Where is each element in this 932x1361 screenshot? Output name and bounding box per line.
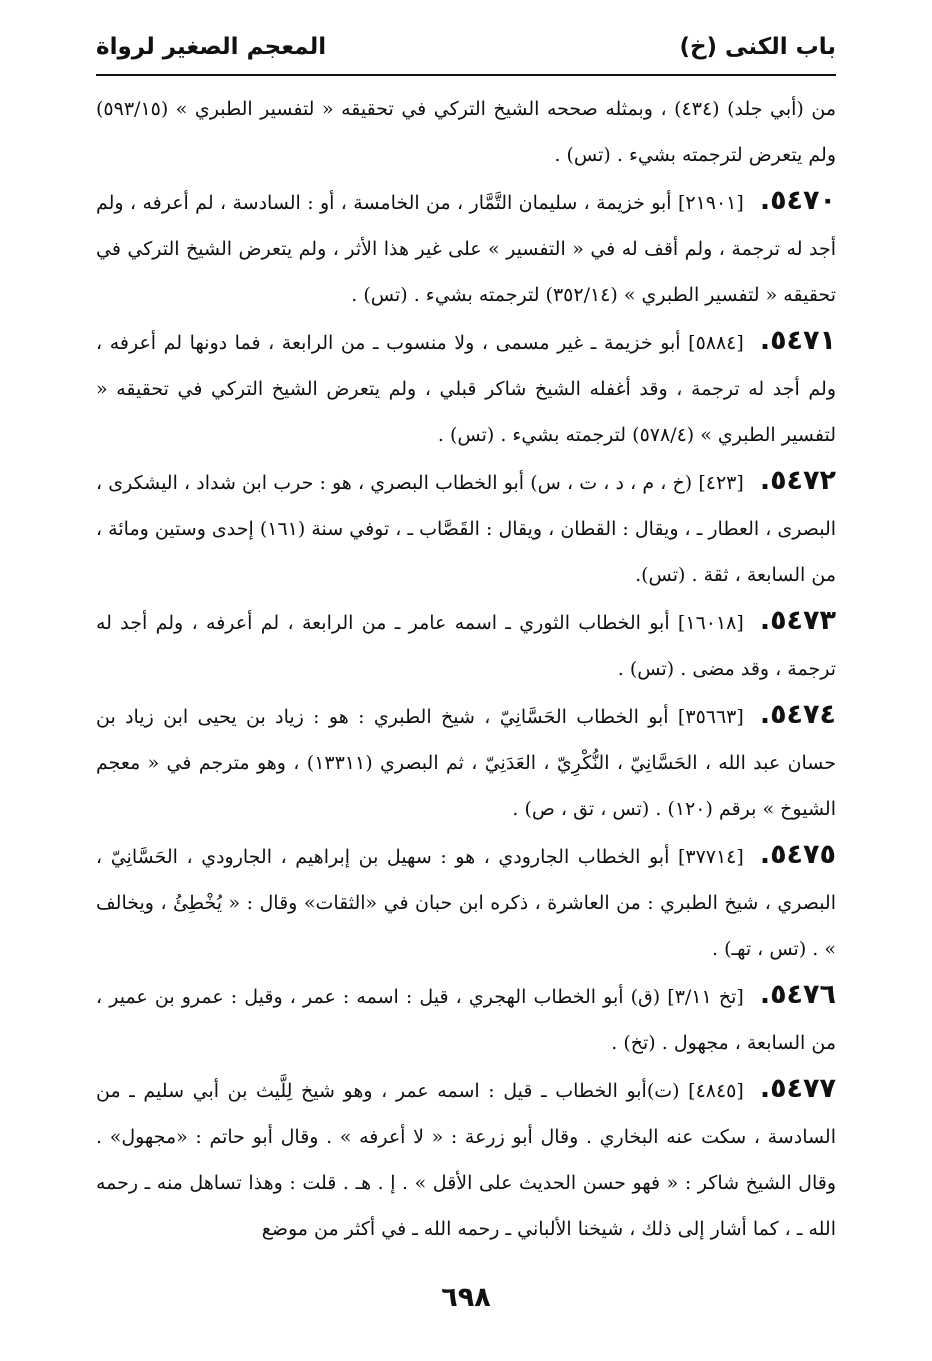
entry-number: ٥٤٧٦.	[759, 979, 836, 1010]
entry-5477	[96, 1066, 836, 1252]
entry-text: [١٦٠١٨] أبو الخطاب الثوري ـ اسمه عامر ـ من الرابعة ، لم أعرفه ، ولم أجد له ترجمة ، وقد مضى . (تس) .	[96, 612, 836, 680]
entry-number: ٥٤٧٣.	[759, 605, 836, 636]
book-title: المعجم الصغير لرواة	[96, 34, 327, 60]
entry-number: ٥٤٧٢.	[759, 465, 836, 496]
entry-text: [٣٥٦٦٣] أبو الخطاب الحَسَّانِيّ ، شيخ الطبري : هو : زياد بن يحيى ابن زياد بن حسان عبد الله ، الحَسَّانِيّ ، النُّكْرِيّ ، العَدَنِيّ ، ثم البصري (١٣٣١١) ، وهو مترجم في « معجم الشيوخ » برقم (١٢٠) . (تس ، تق ، ص) .	[96, 706, 837, 820]
entry-5470	[96, 178, 836, 318]
entry-5473	[96, 598, 836, 692]
page-number: ٦٩٨	[441, 1282, 491, 1313]
entry-text: [٢١٩٠١] أبو خزيمة ، سليمان التَّمَّار ، من الخامسة ، أو : السادسة ، لم أعرفه ، ولم أجد له ترجمة ، ولم أقف له في « التفسير » على غير هذا الأثر ، ولم يتعرض الشيخ التركي في تحقيقه « لتفسير الطبري » (٣٥٢/١٤) لترجمته بشيء . (تس) .	[96, 192, 836, 306]
continuation-paragraph: من (أبي جلد) (٤٣٤) ، وبمثله صححه الشيخ التركي في تحقيقه « لتفسير الطبري » (٥٩٣/١٥) ولم يتعرض لترجمته بشيء . (تس) .	[96, 98, 836, 166]
entry-text: [٥٨٨٤] أبو خزيمة ـ غير مسمى ، ولا منسوب ـ من الرابعة ، فما دونها لم أعرفه ، ولم أجد له ترجمة ، وقد أغفله الشيخ شاكر قبلي ، ولم يتعرض الشيخ التركي في تحقيقه « لتفسير الطبري » (٥٧٨/٤) لترجمته بشيء . (تس) .	[96, 332, 836, 446]
entry-text: [٤٢٣] (خ ، م ، د ، ت ، س) أبو الخطاب البصري ، هو : حرب ابن شداد ، اليشكرى ، البصرى ، العطار ـ ، ويقال : القطان ، ويقال : القَصَّاب ـ ، توفي سنة (١٦١) إحدى وستين ومائة ، من السابعة ، ثقة . (تس).	[96, 472, 837, 586]
entry-number: ٥٤٧٠.	[759, 185, 836, 216]
entry-5474	[96, 692, 836, 832]
entry-number: ٥٤٧٥.	[759, 839, 836, 870]
running-header	[96, 30, 836, 76]
entry-number: ٥٤٧٤.	[759, 699, 836, 730]
page-body	[96, 86, 836, 1252]
entry-number: ٥٤٧١.	[759, 325, 836, 356]
entry-text: [٣٧٧١٤] أبو الخطاب الجارودي ، هو : سهيل بن إبراهيم ، الجارودي ، الحَسَّانِيّ ، البصري ، شيخ الطبري : من العاشرة ، ذكره ابن حبان في «الثقات» وقال : « يُخْطِئُ ، ويخالف » . (تس ، تهـ) .	[96, 846, 836, 960]
entry-text: [تخ ٣/١١] (ق) أبو الخطاب الهجري ، قيل : اسمه : عمر ، وقيل : عمرو بن عمير ، من السابعة ، مجهول . (تخ) .	[96, 986, 836, 1054]
entry-5471	[96, 318, 836, 458]
entry-number: ٥٤٧٧.	[759, 1073, 836, 1104]
entry-5475	[96, 832, 836, 972]
entry-5472	[96, 458, 836, 598]
entry-text: [٤٨٤٥] (ت)أبو الخطاب ـ قيل : اسمه عمر ، وهو شيخ لِلَّيث بن أبي سليم ـ من السادسة ، سكت عنه البخاري . وقال أبو زرعة : « لا أعرفه » . وقال أبو حاتم : «مجهول» . وقال الشيخ شاكر : « فهو حسن الحديث على الأقل » . إ . هـ . قلت : وهذا تساهل منه ـ رحمه الله ـ ، كما أشار إلى ذلك ، شيخنا الألباني ـ رحمه الله ـ في أكثر من موضع	[96, 1080, 836, 1240]
entry-5476	[96, 972, 836, 1066]
chapter-title: باب الكنى (خ)	[679, 34, 836, 60]
